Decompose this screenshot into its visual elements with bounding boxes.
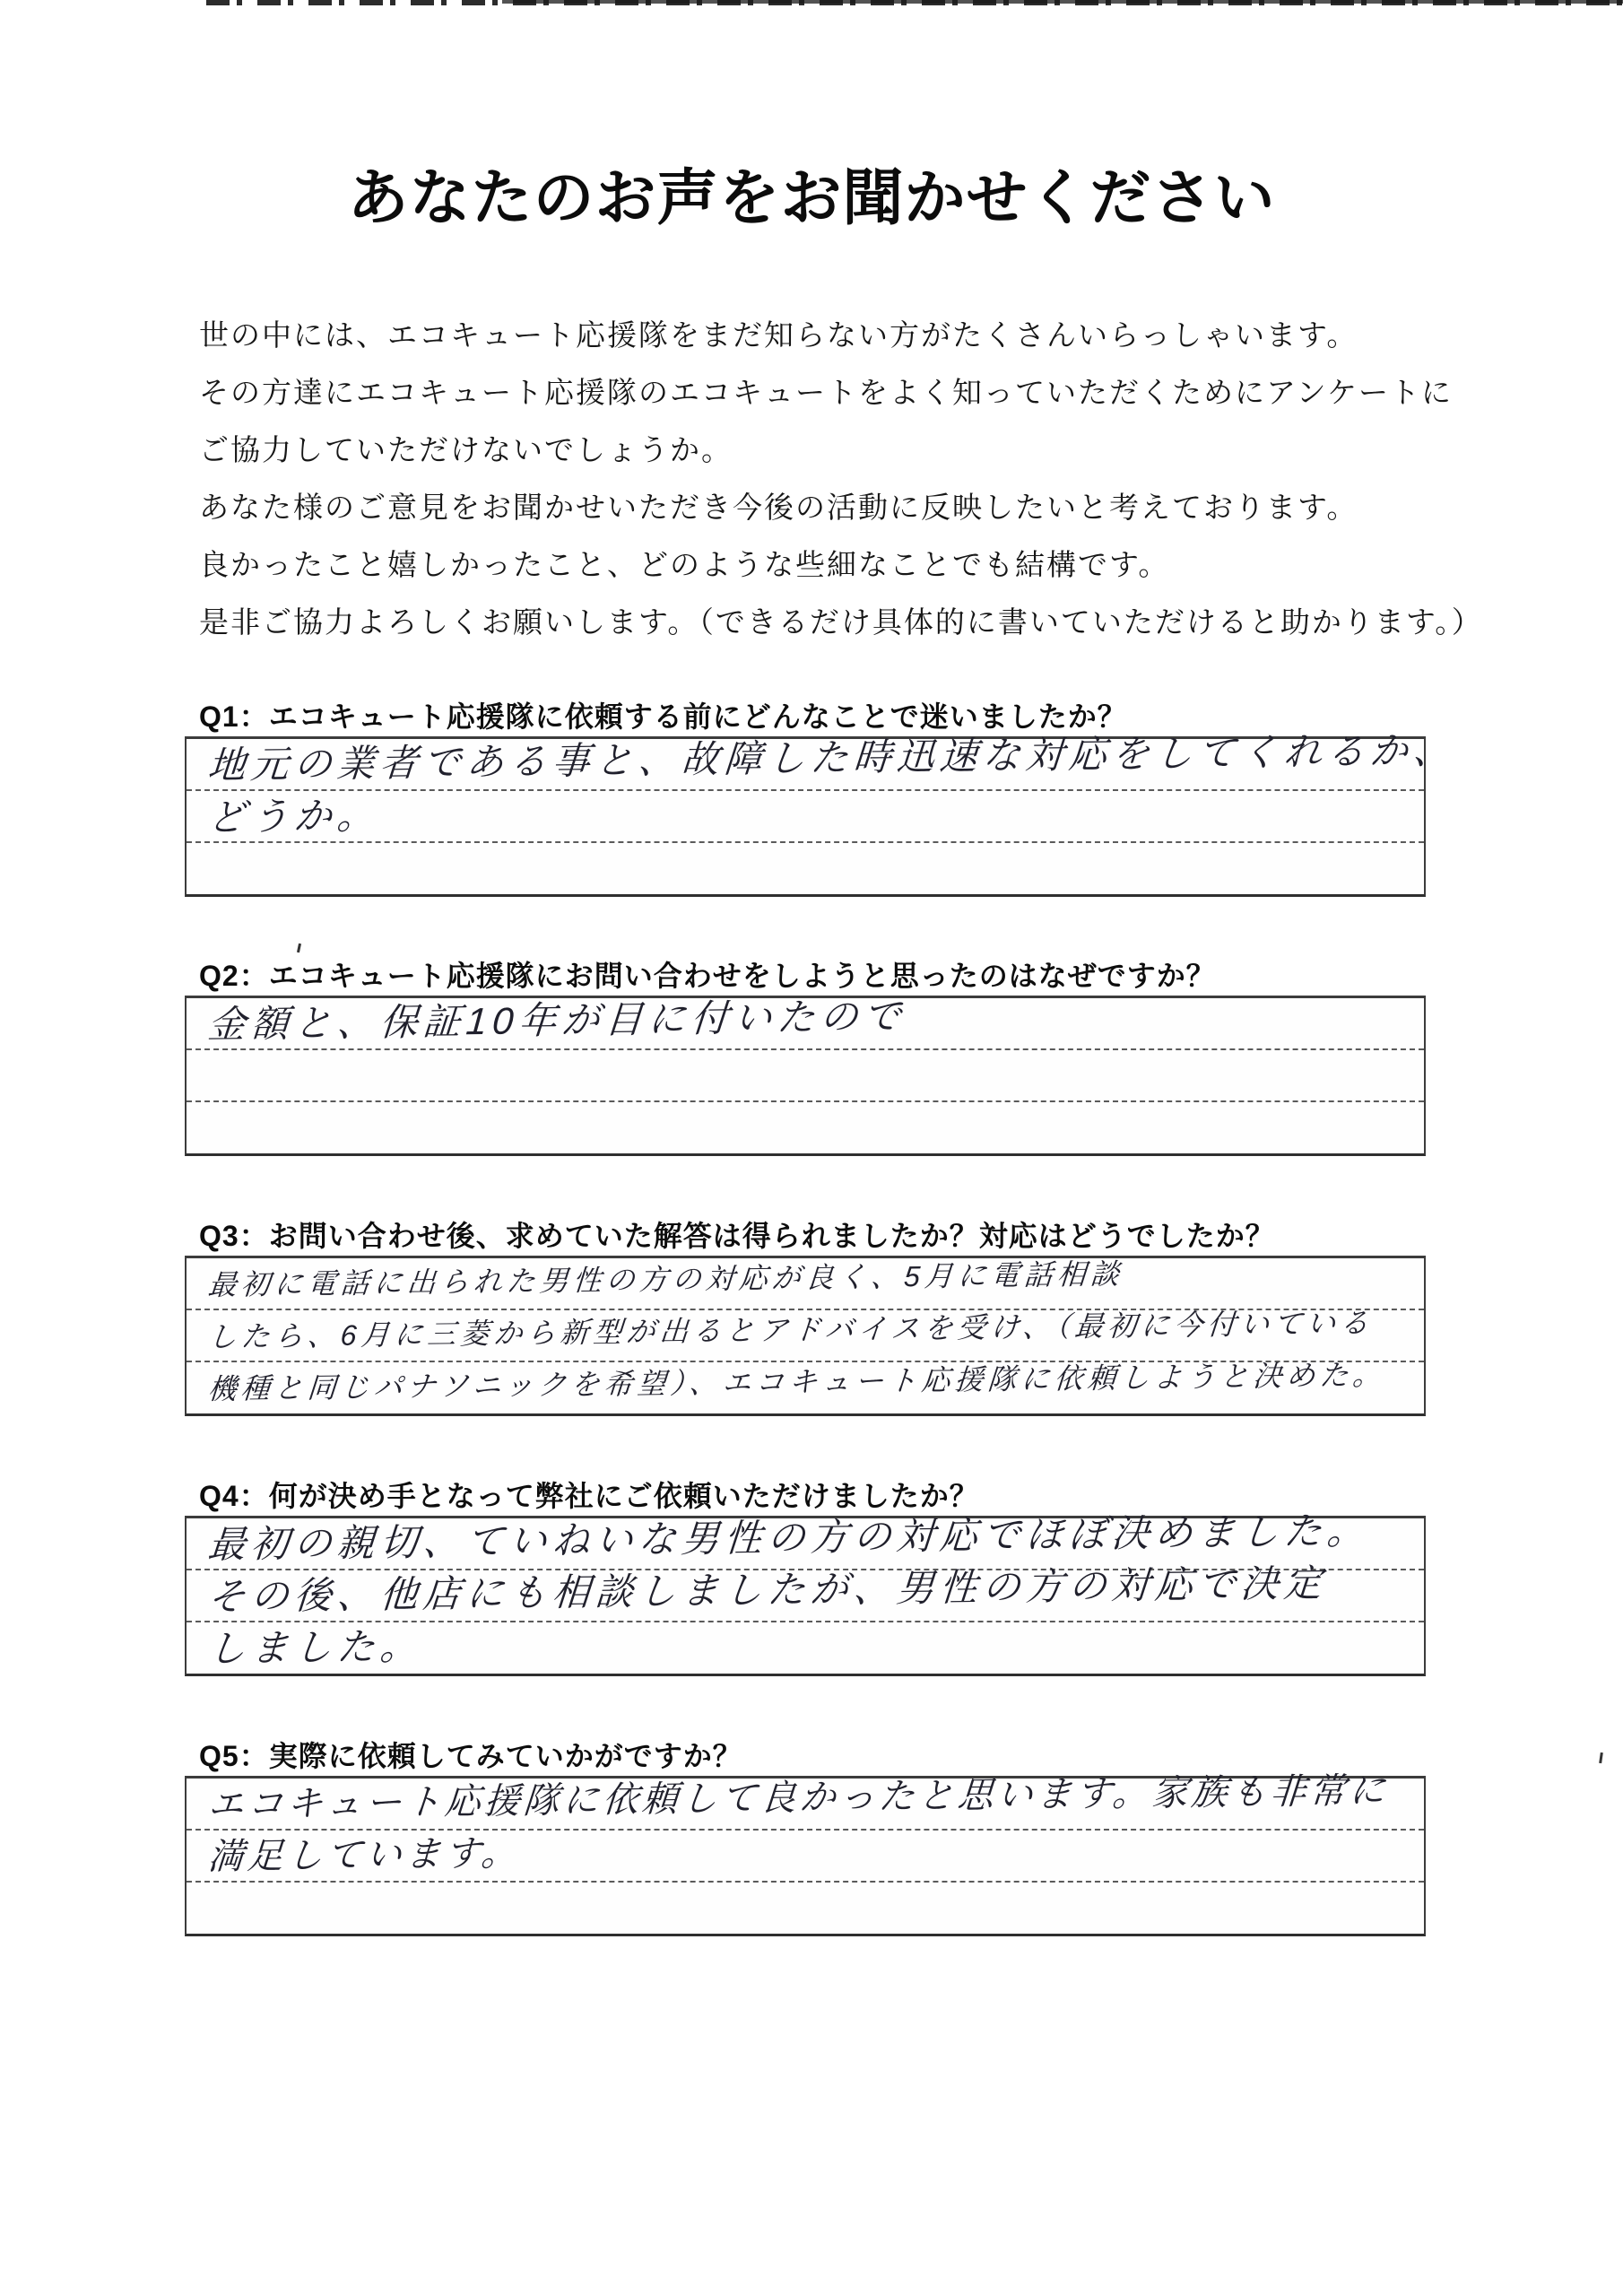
question-label-q2: Q2：エコキュート応援隊にお問い合わせをしようと思ったのはなぜですか？ xyxy=(199,960,1216,992)
answer-box-q5 xyxy=(185,1770,1426,1936)
answer-row xyxy=(187,1831,1424,1883)
intro-line-1: 世の中には、エコキュート応援隊をまだ知らない方がたくさんいらっしゃいます。 xyxy=(199,318,1358,352)
answer-box-q2 xyxy=(185,996,1426,1156)
scan-speck xyxy=(297,944,301,952)
answer-row xyxy=(187,1050,1424,1102)
answer-box-q4 xyxy=(185,1509,1426,1676)
handwritten-answer-line: 金額と、保証10年が目に付いたので xyxy=(206,995,908,1046)
handwritten-answer-line: 最初に電話に出られた男性の方の対応が良く、5月に電話相談 xyxy=(206,1257,1125,1301)
question-section-q2 xyxy=(0,961,1623,1156)
answer-box-q1 xyxy=(185,728,1458,897)
answer-row xyxy=(187,1102,1424,1153)
question-label-q4: Q4：何が決め手となって弊社にご依頼いただけましたか？ xyxy=(199,1480,979,1512)
answer-row xyxy=(187,1561,1424,1622)
question-section-q4 xyxy=(0,1482,1623,1676)
answer-row xyxy=(187,728,1458,791)
handwritten-answer-line: 地元の業者である事と、故障した時迅速な対応をしてくれるか、 xyxy=(206,728,1458,787)
handwritten-answer-line: どうか。 xyxy=(206,794,382,839)
intro-line-6: 是非ご協力よろしくお願いします。（できるだけ具体的に書いていただけると助かります。） xyxy=(199,605,1483,639)
answer-row xyxy=(187,1622,1424,1674)
scan-artifact-top-dark xyxy=(502,0,1623,4)
intro-line-2: その方達にエコキュート応援隊のエコキュートをよく知っていただくためにアンケートに xyxy=(199,376,1454,409)
intro-line-4: あなた様のご意見をお聞かせいただき今後の活動に反映したいと考えております。 xyxy=(199,491,1358,524)
handwritten-answer-line: その後、他店にも相談しましたが、男性の方の対応で決定 xyxy=(206,1561,1329,1618)
intro-line-5: 良かったこと嬉しかったこと、どのような些細なことでも結構です。 xyxy=(199,548,1170,581)
answer-row xyxy=(187,1770,1424,1831)
question-label-q3: Q3：お問い合わせ後、求めていた解答は得られましたか？対応はどうでしたか？ xyxy=(199,1220,1275,1252)
answer-row xyxy=(187,1883,1424,1934)
handwritten-answer-line: 最初の親切、ていねいな男性の方の対応でほぼ決めました。 xyxy=(206,1509,1372,1566)
answer-row xyxy=(187,791,1424,843)
question-label-q5: Q5：実際に依頼してみていかがですか？ xyxy=(199,1740,742,1772)
page-title: あなたのお声をお聞かせください xyxy=(347,164,1276,232)
intro-paragraph xyxy=(199,307,1562,651)
question-section-q5 xyxy=(0,1742,1623,1936)
handwritten-answer-line: 満足しています。 xyxy=(206,1833,523,1877)
question-section-q1 xyxy=(0,702,1623,897)
answer-row xyxy=(187,995,1424,1050)
question-label-q1: Q1：エコキュート応援隊に依頼する前にどんなことで迷いましたか？ xyxy=(199,700,1127,733)
handwritten-answer-line: しました。 xyxy=(206,1624,425,1670)
handwritten-answer-line: したら、6月に三菱から新型が出るとアドバイスを受け、（最初に今付いている xyxy=(206,1306,1375,1353)
answer-row xyxy=(187,843,1424,894)
question-section-q3 xyxy=(0,1222,1623,1416)
handwritten-answer-line: 機種と同じパナソニックを希望）、エコキュート応援隊に依頼しようと決めた。 xyxy=(206,1358,1387,1405)
intro-line-3: ご協力していただけないでしょうか。 xyxy=(199,433,733,466)
handwritten-answer-line: エコキュート応援隊に依頼して良かったと思います。家族も非常に xyxy=(206,1770,1391,1825)
answer-row xyxy=(187,1358,1424,1413)
answer-box-q3 xyxy=(185,1256,1426,1416)
